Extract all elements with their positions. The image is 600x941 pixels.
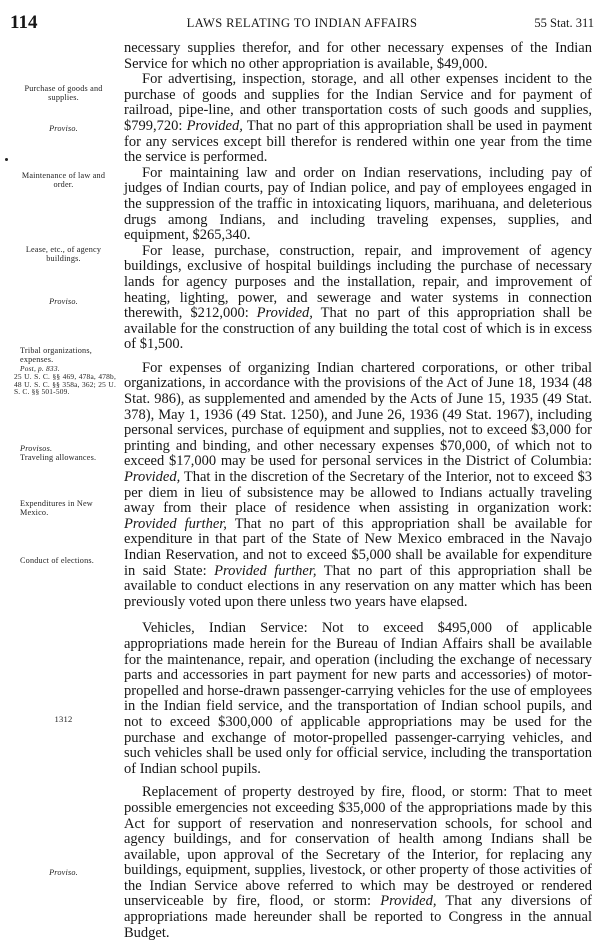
- paragraph-text: For advertising, inspection, storage, and all other expenses incident to the purchase of goods and supplies for the Indian Service and for payment of railroad, pipe-line, and other transportation costs of such goods and supplies, $799,720:: [124, 71, 592, 134]
- paragraph-text: That any diversions of appropriations made hereunder shall be reported to Congress in the annual Budget.: [124, 893, 592, 941]
- body-text: [124, 41, 592, 941]
- paragraph-text: That in the discretion of the Secretary of the Interior, not to exceed $3 per diem in lieu of subsistence may be allowed to Indians actually traveling away from their place of residence when assisting in organization work:: [124, 469, 592, 517]
- paragraph-agency-buildings: [124, 244, 592, 353]
- margin-note-page-ref: 1312: [54, 714, 73, 724]
- proviso-italic: Provided,: [186, 117, 243, 134]
- margin-dot: [5, 158, 8, 161]
- paragraph-purchase-goods: [124, 72, 592, 166]
- paragraph-text: Replacement of property destroyed by fire, flood, or storm: That to meet possible emergencies not exceeding $35,000 of the appropriations made by this Act for support of reservation and nonreservation schools, for school and agency buildings, and for conservation of health among Indians shall be available, upon approval of the Secretary of the Interior, for replacing any buildings, equipment, supplies, livestock, or other property of those activities of the Indian Service above referred to which may be destroyed or rendered unserviceable by fire, flood, or storm:: [124, 784, 592, 910]
- margin-note-proviso-1: Proviso.: [49, 124, 78, 133]
- margin-note-usc-cite: 25 U. S. C. §§ 469, 478a, 478b, 48 U. S. C. §§ 358a, 362; 25 U. S. C. §§ 501-509.: [14, 372, 116, 397]
- margin-note-post-ref: Post, p. 833.: [20, 364, 60, 373]
- proviso-italic: Provided,: [124, 469, 181, 486]
- margin-note-provisos: Provisos.: [20, 444, 53, 453]
- proviso-italic: Provided,: [256, 305, 313, 322]
- margin-note-lease-agency: Lease, etc., of agency buildings.: [25, 245, 102, 263]
- paragraph-text: That no part of this appropriation shall be available for expenditure in that part of the State of New Mexico embraced in the Navajo Indian Reservation, and not to exceed $5,000 shall be available for expenditure in said State:: [124, 515, 592, 579]
- margin-note-purchase-goods: Purchase of goods and supplies.: [24, 84, 103, 102]
- page-number: 114: [10, 12, 38, 33]
- paragraph-text: That no part of this appropriation shall be available to conduct elections in any reservation on any matter which has been previously voted upon there unless two years have elapsed.: [124, 562, 592, 610]
- paragraph-law-order: For maintaining law and order on Indian reservations, including pay of judges of Indian courts, pay of Indian police, and pay of employees engaged in the suppression of the traffic in intoxicating liquors, marihuana, and deleterious drugs among Indians, and including traveling expenses, supplies, and equipment, $265,340.: [124, 164, 592, 244]
- margin-note-tribal-orgs: Tribal organizations, expenses.: [20, 346, 92, 364]
- paragraph-text: For expenses of organizing Indian chartered corporations, or other tribal organizations, in accordance with the provisions of the Act of June 18, 1934 (48 Stat. 986), as supplemented and amended by the Acts of June 15, 1935 (49 Stat. 378), May 1, 1936 (49 Stat. 1250), and June 26, 1936 (49 Stat. 1967), including personal services, purchase of equipment and supplies, not to exceed $3,000 for printing and binding, and other necessary expenses $70,000, of which not to exceed $17,000 may be used for personal services in the District of Columbia:: [124, 359, 592, 470]
- paragraph-text: For lease, purchase, construction, repair, and improvement of agency buildings, exclusive of hospital buildings including the purchase of necessary lands for agency purposes and the installation, repair, and improvement of heating, lighting, power, and sewerage and water systems in connection therewith, $212,000:: [124, 242, 592, 322]
- proviso-italic: Provided further,: [214, 562, 317, 579]
- paragraph-replacement-property: [124, 785, 592, 941]
- paragraph-continuation: necessary supplies therefor, and for other necessary expenses of the Indian Service for which no other appropriation is available, $49,000.: [124, 40, 592, 72]
- margin-note-conduct-elections: Conduct of elections.: [20, 556, 95, 565]
- margin-note-maintenance-law: Maintenance of law and order.: [21, 171, 106, 189]
- paragraph-vehicles: Vehicles, Indian Service: Not to exceed $495,000 of applicable appropriations made herein for the Bureau of Indian Affairs shall be available for the maintenance, repair, and operation (including the exchange of necessary parts and accessories in part payment for new parts and accessories) of motor-propelled and horse-drawn passenger-carrying vehicles for the use of employees in the Indian field service, and the transportation of Indian school pupils, and not to exceed $300,000 of applicable appropriations may be used for the purchase and exchange of motor-propelled passenger-carrying vehicles, and such vehicles shall be used only for official service, including the transportation of Indian school pupils.: [124, 620, 592, 777]
- proviso-italic: Provided,: [380, 893, 437, 910]
- page-header: [10, 12, 594, 36]
- paragraph-tribal-orgs: [124, 361, 592, 611]
- margin-note-proviso-3: Proviso.: [49, 868, 78, 877]
- statute-reference: 55 Stat. 311: [534, 16, 594, 30]
- proviso-italic: Provided further,: [124, 515, 227, 532]
- margin-note-proviso-2: Proviso.: [49, 297, 78, 306]
- margin-note-expend-nm: Expenditures in New Mexico.: [20, 499, 93, 517]
- paragraph-text: That no part of this appropriation shall be used in payment for any services except bill therefor is rendered within one year from the time the service is performed.: [124, 117, 593, 166]
- margin-note-traveling: Traveling allowances.: [20, 453, 97, 462]
- running-title: LAWS RELATING TO INDIAN AFFAIRS: [186, 16, 418, 30]
- paragraph-text: That no part of this appropriation shall be available for the construction of any building the total cost of which is in excess of $1,500.: [124, 305, 592, 353]
